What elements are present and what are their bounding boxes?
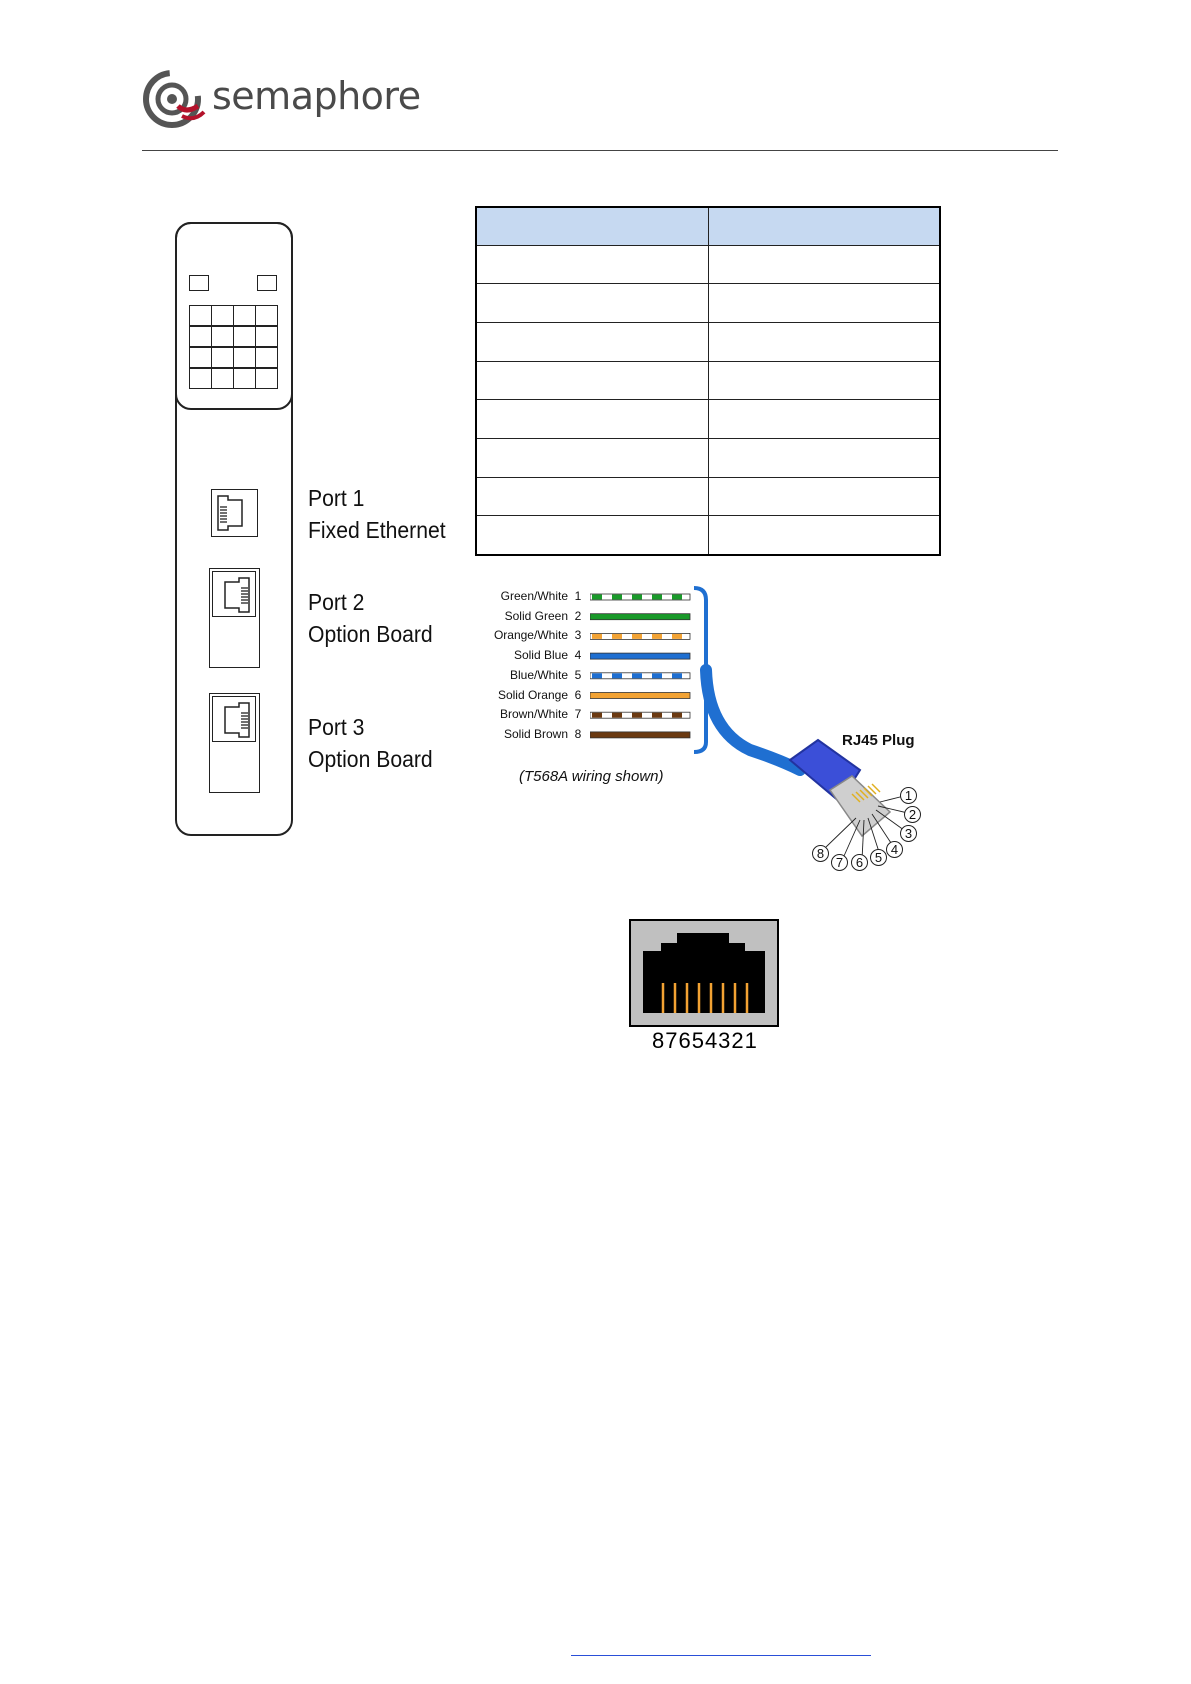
wire-number: 7: [574, 707, 582, 722]
pin-number: 6: [851, 854, 868, 871]
wire-number: 4: [574, 648, 582, 663]
port-1-socket: [211, 489, 258, 537]
wire-stripe: [612, 673, 622, 678]
wire-number: 8: [574, 726, 582, 741]
pin-number: 2: [904, 806, 921, 823]
ethernet-socket-icon: [213, 697, 255, 741]
table-row: [476, 438, 940, 477]
wire-label: Solid Blue: [513, 648, 568, 663]
wire-label: Solid Green: [504, 608, 568, 623]
table-row: [476, 400, 940, 439]
wire-bar: [590, 732, 690, 738]
ethernet-socket-icon: [212, 490, 256, 535]
table-header-cell: [708, 207, 940, 245]
port-2-title: Port 2: [308, 589, 365, 615]
wire-label: Green/White: [500, 589, 568, 603]
wire-stripe: [652, 713, 662, 718]
footer-link-underline[interactable]: [571, 1655, 871, 1656]
wire-stripe: [612, 634, 622, 639]
pin-number: 3: [900, 825, 917, 842]
wire-number: 3: [574, 628, 582, 643]
port-1-label: [308, 482, 446, 546]
wire-label: Solid Orange: [497, 687, 568, 702]
port-2-subtitle: Option Board: [308, 621, 433, 647]
port-3-subtitle: Option Board: [308, 746, 433, 772]
port-3-label: [308, 711, 433, 775]
wire-label: Orange/White: [493, 628, 568, 643]
port-3-option-board: [209, 693, 260, 793]
table-row: [476, 516, 940, 555]
rj45-jack-icon: [631, 921, 776, 1024]
wire-stripe: [672, 595, 682, 600]
wire-number: 6: [574, 687, 582, 702]
port-2-label: [308, 586, 433, 650]
port-1-subtitle: Fixed Ethernet: [308, 517, 446, 543]
wire-bar: [590, 614, 690, 620]
header-divider: [142, 150, 1058, 151]
wire-stripe: [652, 595, 662, 600]
wire-bar: [590, 653, 690, 659]
pin-number: 7: [831, 854, 848, 871]
port-2-socket: [212, 571, 256, 617]
wire-stripe: [592, 634, 602, 639]
wire-stripe: [632, 634, 642, 639]
table-row: [476, 361, 940, 400]
wire-stripe: [652, 673, 662, 678]
wire-stripe: [632, 713, 642, 718]
jack-pin-order: 87654321: [652, 1028, 758, 1053]
table-header-cell: [476, 207, 708, 245]
wire-label: Blue/White: [509, 667, 568, 682]
wire-stripe: [672, 634, 682, 639]
wire-stripe: [612, 595, 622, 600]
port-2-option-board: [209, 568, 260, 668]
table-row: [476, 245, 940, 284]
table-row: [476, 284, 940, 323]
wire-number: 5: [574, 667, 582, 682]
wire-number: 1: [574, 589, 582, 603]
status-led-right: [257, 275, 277, 291]
wire-stripe: [612, 713, 622, 718]
wire-label: Brown/White: [499, 707, 568, 722]
wire-stripe: [652, 634, 662, 639]
wiring-note: (T568A wiring shown): [519, 768, 664, 785]
ethernet-cable: [706, 670, 800, 770]
semaphore-logo: [142, 66, 421, 132]
rj45-plug-label: RJ45 Plug: [842, 732, 915, 749]
table-header-row: [476, 207, 940, 245]
port-3-socket: [212, 696, 256, 742]
wire-bar: [590, 693, 690, 699]
wire-stripe: [592, 673, 602, 678]
pin-number: 1: [900, 787, 917, 804]
wire-stripe: [632, 595, 642, 600]
pin-number: 4: [886, 841, 903, 858]
pin-number: 5: [870, 849, 887, 866]
ethernet-socket-icon: [213, 572, 255, 616]
pin-number: 8: [812, 845, 829, 862]
semaphore-logo-icon: [142, 66, 208, 132]
port-3-title: Port 3: [308, 714, 365, 740]
port-1-title: Port 1: [308, 485, 365, 511]
logo-text: semaphore: [212, 74, 421, 118]
status-led-left: [189, 275, 209, 291]
pin-assignment-table: [475, 206, 941, 556]
wire-stripe: [632, 673, 642, 678]
rj45-jack: [629, 919, 779, 1027]
wire-label: Solid Brown: [503, 726, 568, 741]
table-row: [476, 322, 940, 361]
wire-stripe: [672, 713, 682, 718]
wire-stripe: [592, 595, 602, 600]
wire-number: 2: [574, 608, 582, 623]
wire-bars: [590, 594, 690, 738]
wire-stripe: [592, 713, 602, 718]
led-grid: [189, 305, 280, 389]
table-row: [476, 477, 940, 516]
wire-stripe: [672, 673, 682, 678]
